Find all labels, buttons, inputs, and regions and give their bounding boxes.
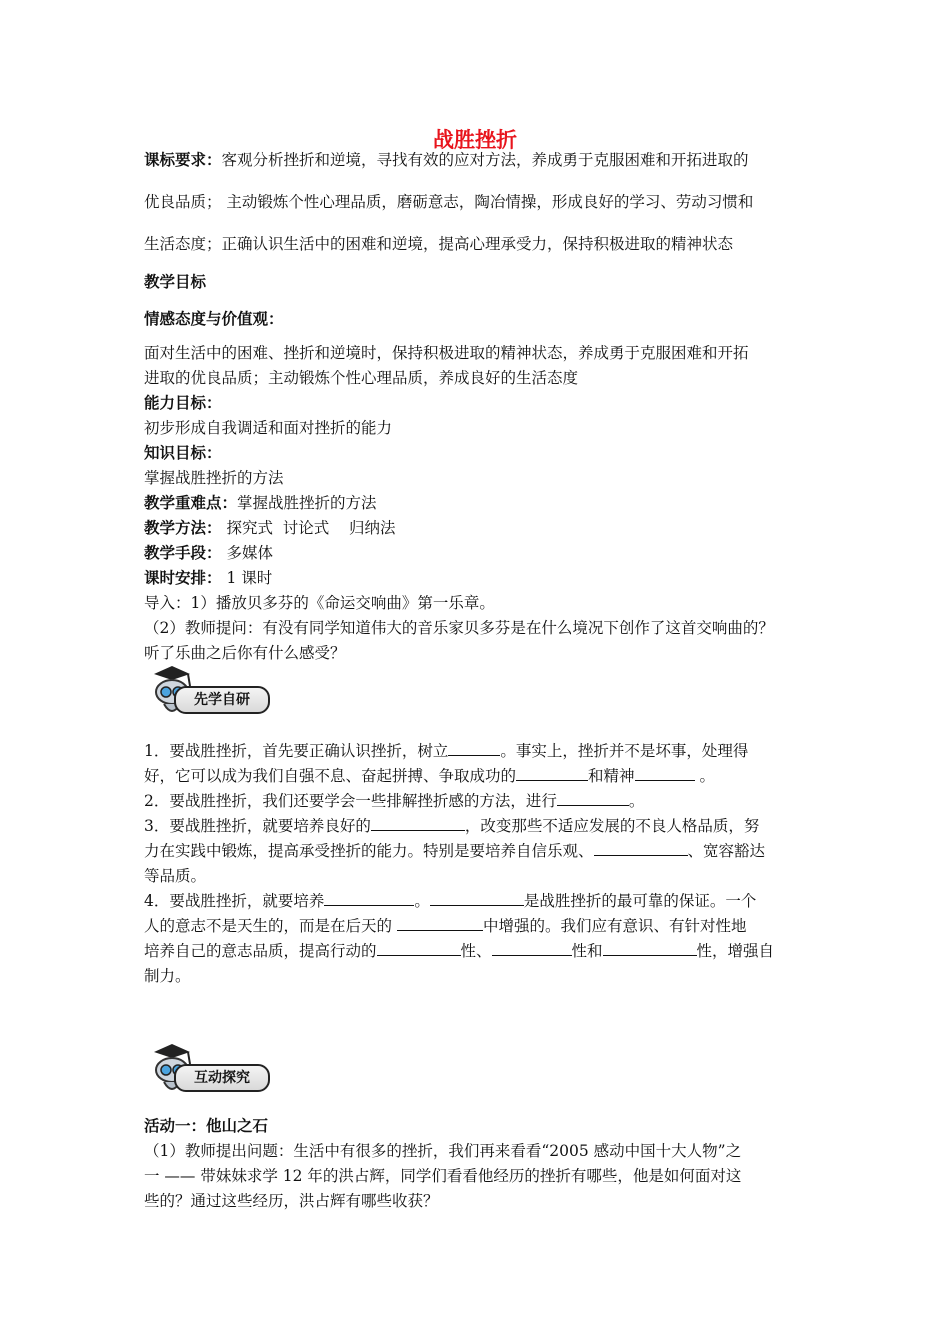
answer-blank[interactable] — [448, 741, 500, 756]
question-4-line-1: 4．要战胜挫折，就要培养 。 是战胜挫折的最可靠的保证。一个 — [144, 892, 757, 910]
section-badge-self-study — [144, 662, 274, 722]
answer-blank[interactable] — [635, 766, 695, 781]
question-1-line-1: 1．要战胜挫折，首先要正确认识挫折，树立 。事实上，挫折并不是坏事，处理得 — [144, 742, 749, 760]
question-4-line-3: 培养自己的意志品质，提高行动的 性、 性和 性，增强自 — [144, 942, 775, 960]
intro-line-3: 听了乐曲之后你有什么感受？ — [144, 644, 346, 662]
question-1-line-2: 好，它可以成为我们自强不息、奋起拼搏、争取成功的 和精神 。 — [144, 767, 715, 785]
goals-heading: 教学目标 — [144, 273, 207, 291]
emotion-heading: 情感态度与价值观： — [144, 310, 284, 328]
curriculum-line-3: 生活态度；正确认识生活中的困难和逆境，提高心理承受力，保持积极进取的精神状态 — [144, 235, 734, 253]
answer-blank[interactable] — [377, 941, 461, 956]
answer-blank[interactable] — [397, 916, 483, 931]
teaching-method: 教学方法： 探究式 讨论式 归纳法 — [144, 519, 396, 537]
activity-line-1: （1）教师提出问题：生活中有很多的挫折，我们再来看看“2005 感动中国十大人物”之 — [144, 1142, 742, 1160]
badge-label: 互动探究 — [174, 1064, 270, 1092]
knowledge-text: 掌握战胜挫折的方法 — [144, 469, 284, 487]
answer-blank[interactable] — [492, 941, 572, 956]
answer-blank[interactable] — [371, 816, 465, 831]
knowledge-heading: 知识目标： — [144, 444, 222, 462]
activity-line-3: 些的？通过这些经历，洪占辉有哪些收获？ — [144, 1192, 439, 1210]
activity-line-2: 一 —— 带妹妹求学 12 年的洪占辉，同学们看看他经历的挫折有哪些，他是如何面对这 — [144, 1167, 742, 1185]
ability-text: 初步形成自我调适和面对挫折的能力 — [144, 419, 393, 437]
question-3-line-1: 3．要战胜挫折，就要培养良好的 ，改变那些不适应发展的不良人格品质，努 — [144, 817, 760, 835]
emotion-line-1: 面对生活中的困难、挫折和逆境时，保持积极进取的精神状态，养成勇于克服困难和开拓 — [144, 344, 749, 362]
curriculum-line-1: 课标要求：客观分析挫折和逆境，寻找有效的应对方法，养成勇于克服困难和开拓进取的 — [144, 151, 749, 169]
question-3-line-3: 等品质。 — [144, 867, 207, 885]
answer-blank[interactable] — [594, 841, 688, 856]
answer-blank[interactable] — [603, 941, 697, 956]
intro-line-2: （2）教师提问：有没有同学知道伟大的音乐家贝多芬是在什么境况下创作了这首交响曲的？ — [144, 619, 774, 637]
question-4-line-4: 制力。 — [144, 967, 191, 985]
class-hours: 课时安排： 1 课时 — [144, 569, 273, 587]
ability-heading: 能力目标： — [144, 394, 222, 412]
curriculum-label: 课标要求： — [144, 151, 222, 169]
answer-blank[interactable] — [430, 891, 524, 906]
section-badge-interactive — [144, 1040, 274, 1100]
badge-label: 先学自研 — [174, 686, 270, 714]
curriculum-line-2: 优良品质； 主动锻炼个性心理品质，磨砺意志，陶冶情操，形成良好的学习、劳动习惯和 — [144, 193, 754, 211]
activity-heading: 活动一：他山之石 — [144, 1117, 269, 1135]
answer-blank[interactable] — [557, 791, 629, 806]
key-point: 教学重难点：掌握战胜挫折的方法 — [144, 494, 377, 512]
answer-blank[interactable] — [324, 891, 414, 906]
intro-line-1: 导入：1）播放贝多芬的《命运交响曲》第一乐章。 — [144, 594, 495, 612]
page-title: 战胜挫折 — [433, 128, 517, 152]
emotion-line-2: 进取的优良品质；主动锻炼个性心理品质，养成良好的生活态度 — [144, 369, 579, 387]
answer-blank[interactable] — [516, 766, 588, 781]
question-3-line-2: 力在实践中锻炼，提高承受挫折的能力。特别是要培养自信乐观、 、宽容豁达 — [144, 842, 766, 860]
teaching-means: 教学手段： 多媒体 — [144, 544, 273, 562]
question-4-line-2: 人的意志不是天生的，而是在后天的 中增强的。我们应有意识、有针对性地 — [144, 917, 747, 935]
question-2: 2．要战胜挫折，我们还要学会一些排解挫折感的方法，进行 。 — [144, 792, 645, 810]
